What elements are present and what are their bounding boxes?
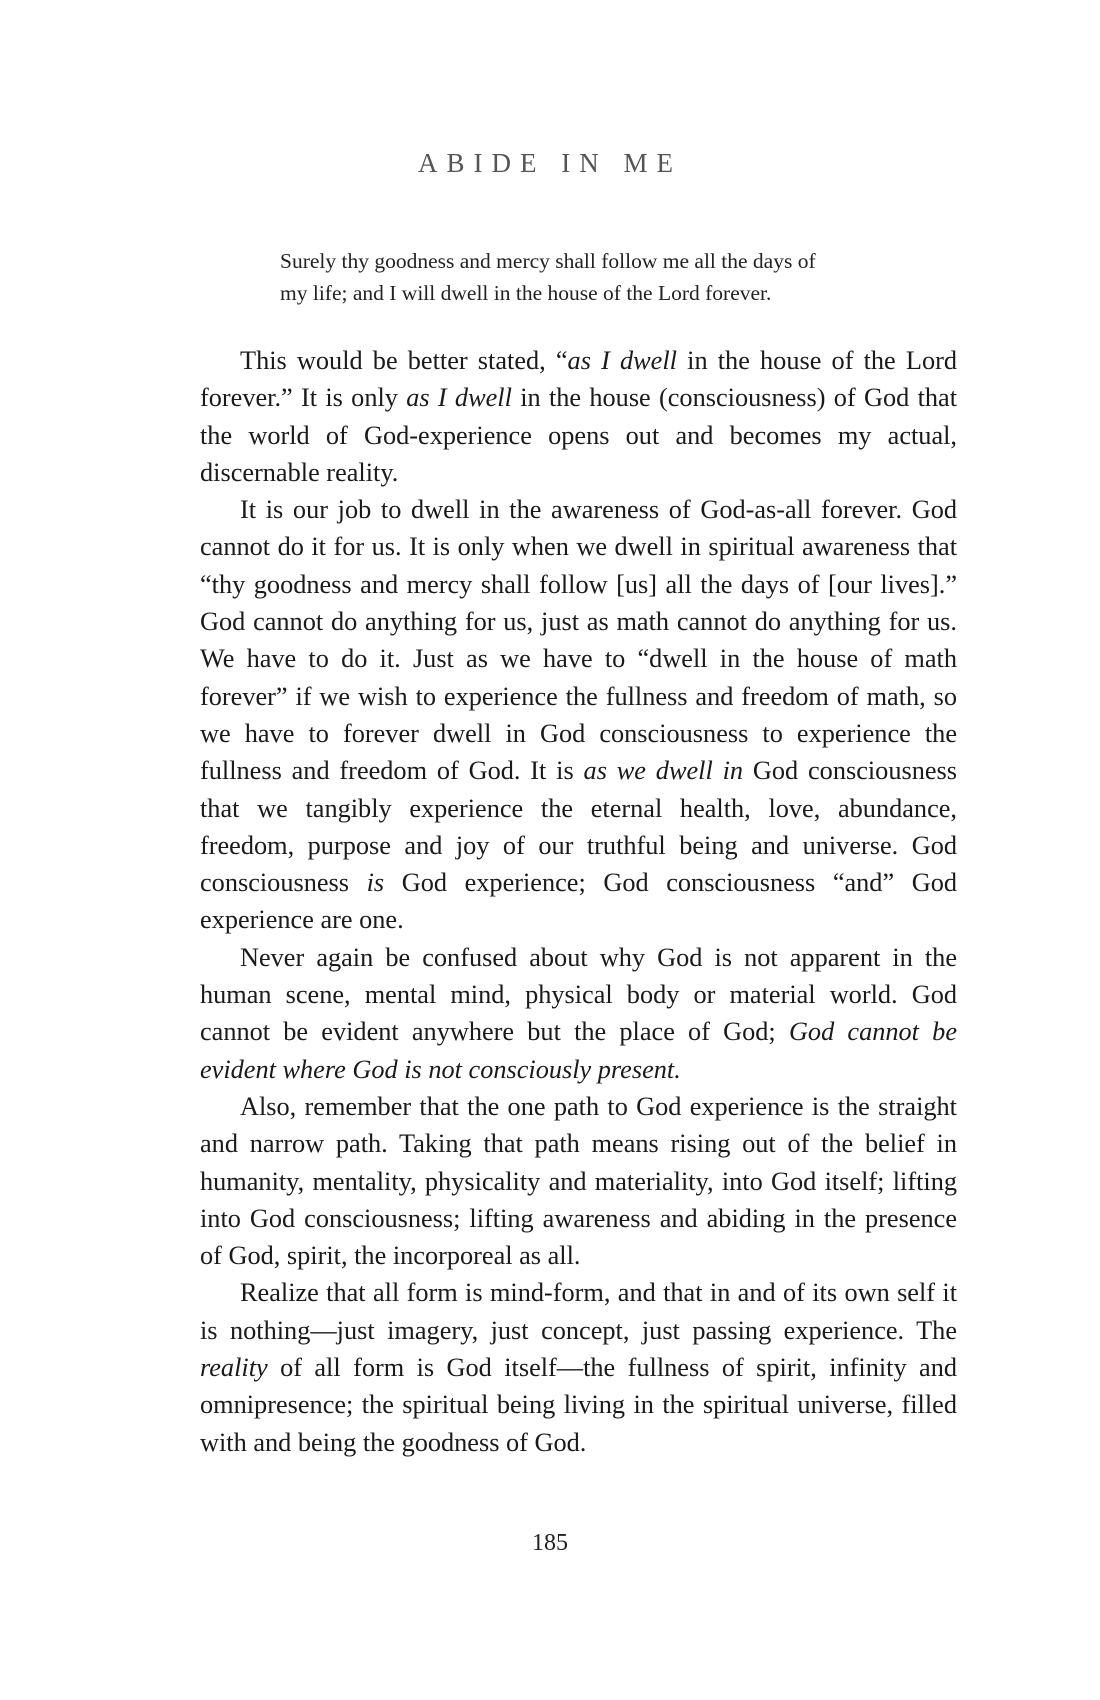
paragraph-4 (200, 1088, 957, 1274)
text-run: Realize that all form is mind-form, and that in and of its own self it is nothing—just imagery, just concept, just passing experience. The (200, 1278, 957, 1345)
paragraph-1 (200, 342, 957, 491)
emphasis: God cannot be evident where God is not consciously present. (200, 1017, 957, 1084)
epigraph-quote (280, 245, 940, 309)
epigraph-line: my life; and I will dwell in the house of the Lord forever. (280, 281, 772, 305)
text-run: Never again be confused about why God is not apparent in the human scene, mental mind, physical body or material world. God cannot be evident anywhere but the place of God; (200, 942, 957, 1047)
text-run: of all form is God itself—the fullness of spirit, infinity and omnipresence; the spiritual being living in the spiritual universe, filled with and being the goodness of God. (200, 1353, 957, 1457)
emphasis: is (366, 868, 385, 898)
epigraph-line: Surely thy goodness and mercy shall follow me all the days of (280, 249, 816, 273)
text-run: God consciousness that we tangibly experience the eternal health, love, abundance, freedom, purpose and joy of our truthful being and universe. God consciousness (200, 756, 958, 898)
paragraph-3 (200, 939, 957, 1088)
text-run: Also, remember that the one path to God experience is the straight and narrow path. Taking that path means rising out of the belief in humanity, mentality, physicality and materiality, into God itself; lifting into God consciousness; lifting awareness and abiding in the presence of God, spirit, the incorporeal as all. (200, 1091, 957, 1271)
text-run: in the house (consciousness) of God that the world of God-experience opens out and becomes my actual, discernable reality. (200, 383, 958, 487)
text-run: It is our job to dwell in the awareness of God-as-all forever. God cannot do it for us. It is only when we dwell in spiritual awareness that “thy goodness and mercy shall follow [us] all the days of [our lives].” God cannot do anything for us, just as math cannot do anything for us. We have to do it. Just as we have to “dwell in the house of math forever” if we wish to experience the fullness and freedom of math, so we have to forever dwell in God consciousness to experience the fullness and freedom of God. It is (200, 495, 957, 786)
text-run: This would be better stated, “ (240, 346, 568, 375)
body-text (200, 342, 957, 1461)
emphasis: as we dwell in (583, 756, 744, 786)
paragraph-2 (200, 491, 957, 939)
emphasis: as I dwell (567, 346, 677, 375)
paragraph-5 (200, 1274, 957, 1460)
text-run: God experience; God consciousness “and” God experience are one. (200, 868, 958, 935)
page-number: 185 (532, 1530, 568, 1556)
running-header: ABIDE IN ME (418, 148, 682, 178)
text-run: in the house of the Lord forever.” It is only (200, 346, 958, 413)
emphasis: reality (200, 1353, 268, 1383)
emphasis: as I dwell (406, 383, 512, 413)
